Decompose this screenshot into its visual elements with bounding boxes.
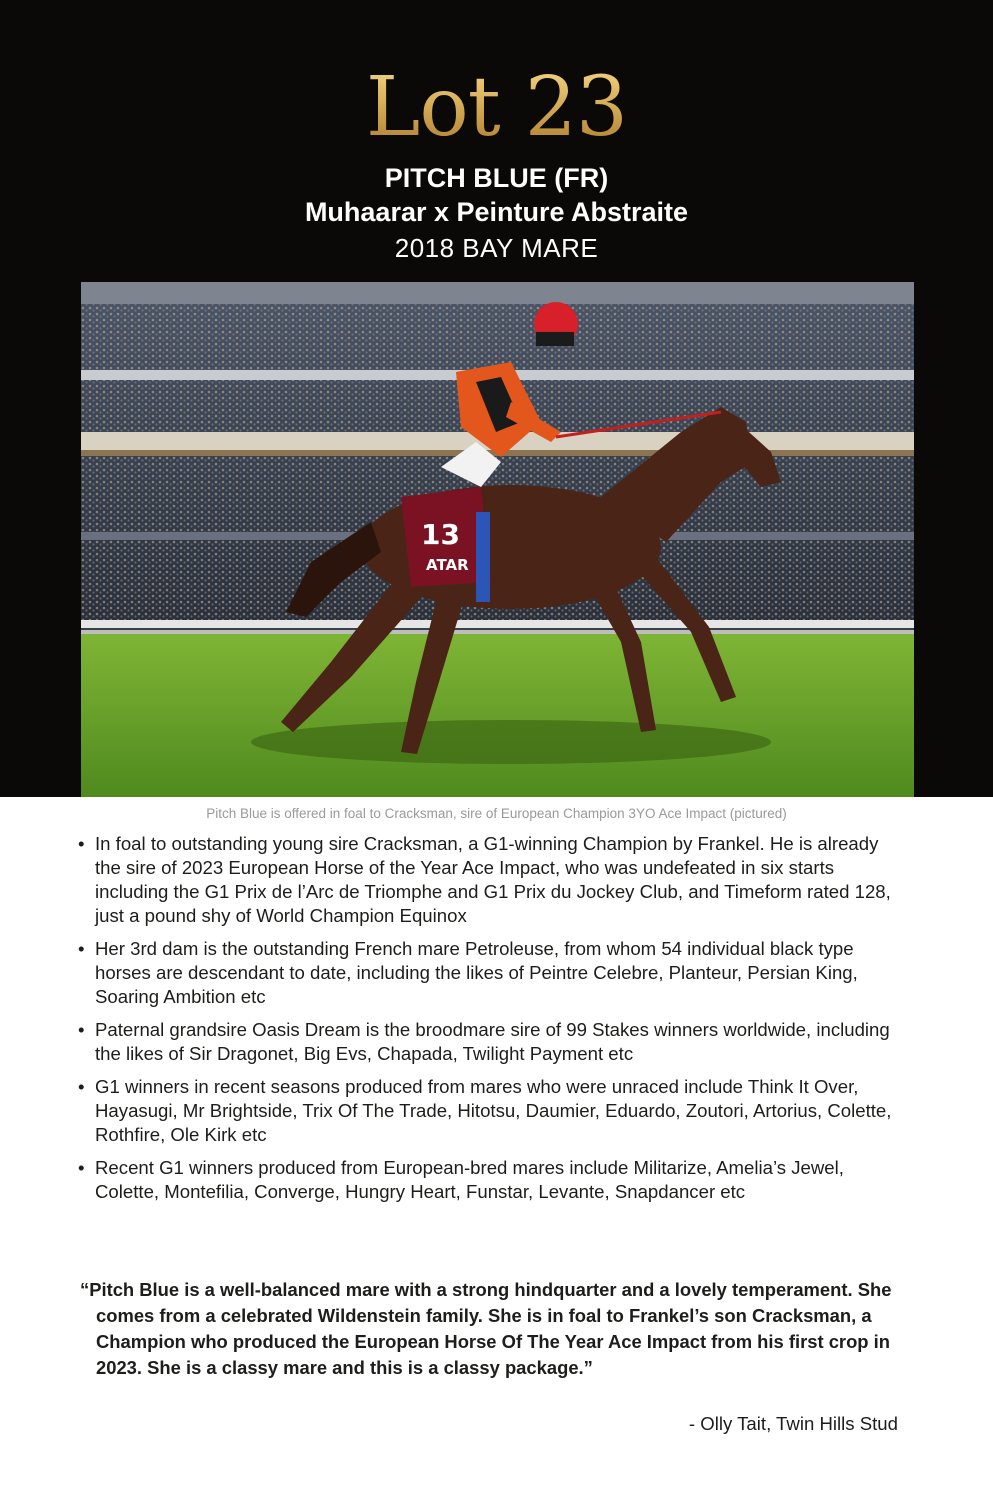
lot-title: Lot 23 xyxy=(0,62,993,154)
sponsor-text: ATAR xyxy=(426,556,469,574)
photo-caption: Pitch Blue is offered in foal to Cracksman, sire of European Champion 3YO Ace Impact (pictured) xyxy=(206,806,787,821)
saddle-cloth-number: 13 xyxy=(421,518,460,551)
list-item: • Recent G1 winners produced from European-bred mares include Militarize, Amelia’s Jewel, Colette, Montefilia, Converge, Hungry Heart, Funstar, Levante, Snapdancer etc xyxy=(76,1156,906,1204)
horse-description: 2018 BAY MARE xyxy=(394,233,599,263)
list-item: • Her 3rd dam is the outstanding French mare Petroleuse, from whom 54 individual black type horses are descendant to date, including the likes of Peintre Celebre, Planteur, Persian King, Soaring Ambition etc xyxy=(76,937,906,1009)
testimonial-quote: “Pitch Blue is a well-balanced mare with a strong hindquarter and a lovely temperament. She comes from a celebrated Wildenstein family. She is in foal to Frankel’s son Cracksman, a Champion who produced the European Horse Of The Year Ace Impact from his first crop in 2023. She is a classy mare and this is a classy package.” xyxy=(80,1279,892,1378)
race-photo xyxy=(81,282,914,797)
list-item: • Paternal grandsire Oasis Dream is the broodmare sire of 99 Stakes winners worldwide, including the likes of Sir Dragonet, Big Evs, Chapada, Twilight Payment etc xyxy=(76,1018,906,1066)
list-item: • G1 winners in recent seasons produced from mares who were unraced include Think It Over, Hayasugi, Mr Brightside, Trix Of The Trade, Hitotsu, Daumier, Eduardo, Zoutori, Artorius, Colette, Rothfire, Ole Kirk etc xyxy=(76,1075,906,1147)
quote-attribution: - Olly Tait, Twin Hills Stud xyxy=(688,1413,898,1434)
list-item: • In foal to outstanding young sire Cracksman, a G1-winning Champion by Frankel. He is already the sire of 2023 European Horse of the Year Ace Impact, who was undefeated in six starts including the G1 Prix de l’Arc de Triomphe and G1 Prix du Jockey Club, and Timeform rated 128, just a pound shy of World Champion Equinox xyxy=(76,832,906,928)
horse-name: PITCH BLUE (FR) xyxy=(384,163,609,193)
highlights-list xyxy=(76,832,906,1213)
pedigree: Muhaarar x Peinture Abstraite xyxy=(304,197,689,227)
